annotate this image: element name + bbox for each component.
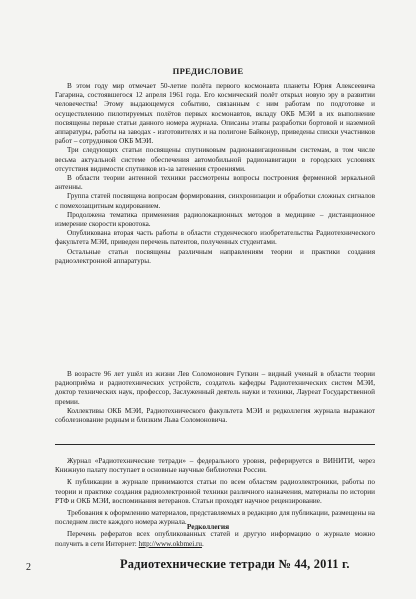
editorial-signature: Редколлегия xyxy=(186,522,230,531)
journal-text-end: . xyxy=(202,539,204,548)
obituary-section xyxy=(55,370,375,425)
journal-info-section xyxy=(55,457,375,549)
journal-paragraph xyxy=(55,530,375,548)
intro-paragraph: Остальные статьи посвящены различным направлениям теории и практики создания радиоэлектронной аппаратуры. xyxy=(55,247,375,265)
journal-text: Перечень рефератов всех опубликованных статей и другую информацию о журнале можно получить в сети Интернет: xyxy=(55,530,375,548)
website-link[interactable]: http://www.okbmei.ru xyxy=(138,539,203,548)
intro-paragraph: В области теории антенной техники рассмотрены вопросы построения ферменной зеркальной антенны. xyxy=(55,174,375,192)
intro-section xyxy=(55,82,375,266)
intro-paragraph: Три следующих статьи посвящены спутниковым радионавигационным системам, в том числе весьма актуальной системе обеспечения автомобильной радионавигации в городских условиях отсутствия видимости спутников из-за затенения строениями. xyxy=(55,146,375,173)
journal-paragraph: Журнал «Радиотехнические тетради» – федерального уровня, реферируется в ВИНИТИ, через Книжную палату поступает в основные научные библиотеки России. xyxy=(55,457,375,475)
obituary-paragraph: Коллективы ОКБ МЭИ, Радиотехнического факультета МЭИ и редколлегия журнала выражают соболезнование родным и близким Льва Соломоновича. xyxy=(55,406,375,425)
page-number: 2 xyxy=(26,562,31,573)
page-title: ПРЕДИСЛОВИЕ xyxy=(172,66,244,76)
intro-paragraph: В этом году мир отмечает 50-летие полёта первого космонавта планеты Юрия Алексеевича Гагарина, состоявшегося 12 апреля 1961 года. Его космический полёт открыл новую эру в развитии человечества! Этому выдающемуся событию, связанным с ним работам по подготовке и осуществлению пилотируемых полётов первых космонавтов, вкладу ОКБ МЭИ в их выполнение посвящены первые статьи данного номера журнала. Описаны этапы разработки бортовой и наземной аппаратуры, работы на заводах - изготовителях и на полигоне Байконур, приведены списки участников работ – сотрудников ОКБ МЭИ. xyxy=(55,82,375,146)
intro-paragraph: Продолжена тематика применения радиолокационных методов в медицине – дистанционное измерение скорости кровотока. xyxy=(55,210,375,229)
journal-paragraph: Требования к оформлению материалов, представляемых в редакцию для публикации, размещены на последнем листе каждого номера журнала. xyxy=(55,509,375,527)
journal-paragraph: К публикации в журнале принимаются статьи по всем областям радиоэлектроники, работы по теории и практике создания радиоэлектронной техники различного назначения, материалы по истории РТФ и ОКБ МЭИ, воспоминания ветеранов. Статьи проходят научное рецензирование. xyxy=(55,478,375,505)
obituary-paragraph: В возрасте 96 лет ушёл из жизни Лев Соломонович Гуткин – видный ученый в области теории радиоприёма и радиотехнических устройств, создатель кафедры Радиотехнических систем МЭИ, доктор технических наук, профессор, Заслуженный деятель науки и техники, Лауреат Государственной премии. xyxy=(55,370,375,406)
section-divider xyxy=(55,444,375,445)
intro-paragraph: Опубликована вторая часть работы в области студенческого изобретательства Радиотехнического факультета МЭИ, приведен перечень патентов, полученных студентами. xyxy=(55,229,375,247)
intro-paragraph: Группа статей посвящена вопросам формирования, синхронизации и обработки сложных сигналов с помехозащитным кодированием. xyxy=(55,192,375,210)
journal-footer: Радиотехнические тетради № 44, 2011 г. xyxy=(120,557,350,571)
